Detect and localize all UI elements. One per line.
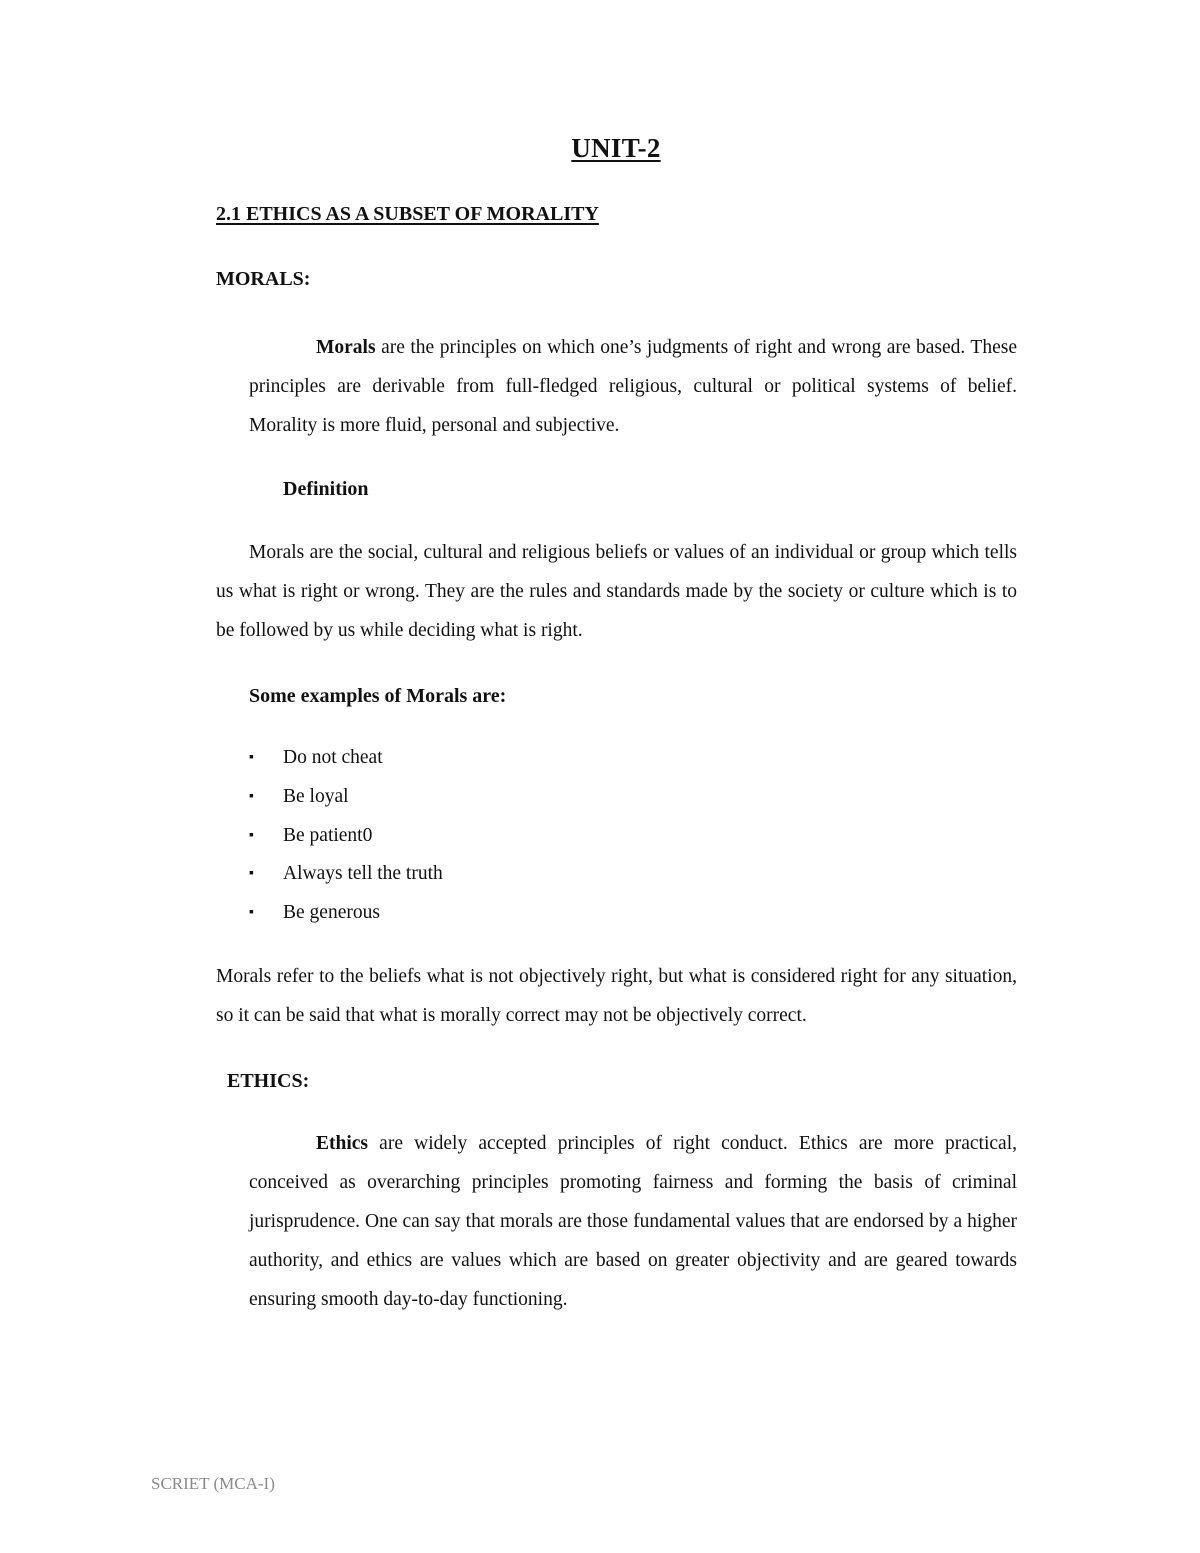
definition-heading: Definition [283, 478, 369, 500]
list-item-text: Be generous [283, 902, 380, 924]
ethics-paragraph-text: are widely accepted principles of right conduct. Ethics are more practical, conceived as overarching principles promoting fairness and forming the basis of criminal jurisprudence. One can say that morals are those fundamental values that are endorsed by a higher authority, and ethics are values which are based on greater objectivity and are geared towards ensuring smooth day-to-day functioning. [249, 1133, 1017, 1310]
list-item [249, 778, 443, 817]
list-item [249, 855, 443, 894]
bullet-icon: ▪ [249, 827, 254, 843]
section-heading: 2.1 ETHICS AS A SUBSET OF MORALITY [216, 203, 599, 225]
list-item [249, 817, 443, 856]
list-item [249, 894, 443, 933]
ethics-lead-term: Ethics [316, 1133, 369, 1154]
list-item-text: Be loyal [283, 785, 349, 807]
list-item-text: Do not cheat [283, 747, 383, 768]
morals-heading: MORALS: [216, 268, 311, 290]
list-item [249, 739, 443, 778]
list-item-text: Always tell the truth [283, 863, 443, 885]
ethics-heading: ETHICS: [227, 1070, 310, 1092]
conclusion-paragraph: Morals refer to the beliefs what is not objectively right, but what is considered right for any situation, so it can be said that what is morally correct may not be objectively correct. [216, 966, 1017, 1026]
ethics-paragraph [249, 1124, 1017, 1319]
examples-list [249, 739, 443, 933]
bullet-icon: ▪ [249, 750, 254, 765]
morals-paragraph [249, 328, 1017, 445]
examples-heading: Some examples of Morals are: [249, 685, 507, 707]
unit-title: UNIT-2 [571, 133, 661, 163]
morals-paragraph-text: are the principles on which one’s judgments of right and wrong are based. These principles are derivable from full-fledged religious, cultural or political systems of belief. Morality is more fluid, personal and subjective. [249, 337, 1017, 436]
list-item-text: Be patient0 [283, 824, 373, 846]
morals-lead-term: Morals [316, 337, 376, 358]
bullet-icon: ▪ [249, 905, 254, 921]
bullet-icon: ▪ [249, 866, 254, 882]
page-footer: SCRIET (MCA-I) [151, 1474, 275, 1493]
definition-paragraph: Morals are the social, cultural and religious beliefs or values of an individual or group which tells us what is right or wrong. They are the rules and standards made by the society or culture which is to be followed by us while deciding what is right. [216, 542, 1017, 641]
bullet-icon: ▪ [249, 788, 254, 804]
